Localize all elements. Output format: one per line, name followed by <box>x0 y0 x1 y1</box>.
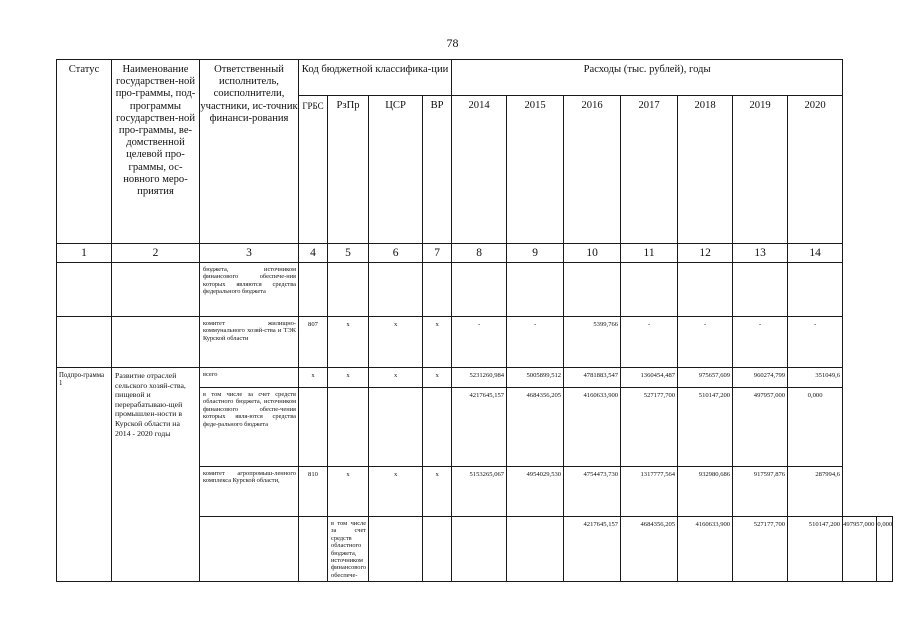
column-number: 9 <box>507 244 564 263</box>
column-number: 13 <box>733 244 788 263</box>
value-cell: - <box>507 317 564 368</box>
table-row <box>57 263 893 317</box>
code-cell: x <box>369 317 423 368</box>
page-number: 78 <box>446 36 459 50</box>
table-row <box>57 317 893 368</box>
executor-cell: в том числе за счет средств областного бюджета, источником финансового обеспе-чения которых явля-ются средства феде-рального бюджета <box>200 388 299 467</box>
executor-cell: всего <box>200 368 299 388</box>
value-cell: 1360454,487 <box>621 368 678 388</box>
code-cell <box>328 388 369 467</box>
status-cell <box>57 317 112 368</box>
value-cell: 4217645,157 <box>564 517 621 582</box>
header-executor: Ответственный исполнитель, соисполнители, участники, ис-точник финанси-рования <box>200 60 299 244</box>
executor-cell: комитет жилищно-коммунального хозяй-ства и ТЭК Курской области <box>200 317 299 368</box>
value-cell: 510147,200 <box>788 517 843 582</box>
value-cell: 497957,000 <box>733 388 788 467</box>
value-cell: 5231260,984 <box>452 368 507 388</box>
code-cell: 807 <box>299 317 328 368</box>
value-cell <box>788 263 843 317</box>
header-year: 2014 <box>452 96 507 244</box>
code-cell <box>423 517 452 582</box>
code-cell: x <box>423 368 452 388</box>
value-cell <box>678 263 733 317</box>
column-number: 14 <box>788 244 843 263</box>
code-cell <box>423 388 452 467</box>
value-cell: 0,000 <box>788 388 843 467</box>
column-number: 7 <box>423 244 452 263</box>
code-cell <box>507 517 564 582</box>
header-budget-code: Код бюджетной классифика-ции <box>299 60 452 96</box>
code-cell: x <box>369 467 423 517</box>
value-cell: 351049,6 <box>788 368 843 388</box>
column-number: 10 <box>564 244 621 263</box>
value-cell: 497957,000 <box>843 517 877 582</box>
value-cell: - <box>621 317 678 368</box>
header-code-grbs: ГРБС <box>299 96 328 244</box>
code-cell <box>328 263 369 317</box>
value-cell: - <box>452 317 507 368</box>
value-cell: 4781883,547 <box>564 368 621 388</box>
header-status: Статус <box>57 60 112 244</box>
value-cell: 1317777,564 <box>621 467 678 517</box>
value-cell: 917597,876 <box>733 467 788 517</box>
value-cell: - <box>733 317 788 368</box>
value-cell: 4160633,900 <box>564 388 621 467</box>
value-cell: 510147,200 <box>678 388 733 467</box>
value-cell: 4684356,205 <box>621 517 678 582</box>
value-cell: 975657,609 <box>678 368 733 388</box>
name-cell <box>299 517 328 582</box>
value-cell <box>564 263 621 317</box>
code-cell: x <box>328 467 369 517</box>
value-cell: 4954029,530 <box>507 467 564 517</box>
column-numbers-row <box>57 244 893 263</box>
value-cell: 932980,686 <box>678 467 733 517</box>
header-year: 2015 <box>507 96 564 244</box>
value-cell: 4217645,157 <box>452 388 507 467</box>
value-cell: 4754473,730 <box>564 467 621 517</box>
value-cell: 527177,700 <box>621 388 678 467</box>
code-cell: x <box>328 368 369 388</box>
value-cell: 4684356,205 <box>507 388 564 467</box>
budget-table <box>56 59 893 582</box>
column-number: 2 <box>112 244 200 263</box>
code-cell <box>299 388 328 467</box>
header-year: 2019 <box>733 96 788 244</box>
value-cell <box>452 263 507 317</box>
column-number: 8 <box>452 244 507 263</box>
column-number: 3 <box>200 244 299 263</box>
header-code-rzpr: РзПр <box>328 96 369 244</box>
column-number: 4 <box>299 244 328 263</box>
column-number: 11 <box>621 244 678 263</box>
code-cell: x <box>369 368 423 388</box>
status-cell: Подпро-грамма 1 <box>57 368 112 582</box>
header-expenses: Расходы (тыс. рублей), годы <box>452 60 843 96</box>
code-cell <box>299 263 328 317</box>
executor-cell: комитет агропромыш-ленного комплекса Курской области, <box>200 467 299 517</box>
code-cell <box>452 517 507 582</box>
value-cell: 5399,766 <box>564 317 621 368</box>
value-cell: - <box>678 317 733 368</box>
status-cell <box>200 517 299 582</box>
table-row <box>57 368 893 388</box>
code-cell: 810 <box>299 467 328 517</box>
code-cell: x <box>299 368 328 388</box>
header-year: 2020 <box>788 96 843 244</box>
code-cell: x <box>328 317 369 368</box>
value-cell <box>733 263 788 317</box>
header-year: 2016 <box>564 96 621 244</box>
code-cell <box>369 517 423 582</box>
code-cell: x <box>423 317 452 368</box>
code-cell <box>423 263 452 317</box>
code-cell <box>369 388 423 467</box>
status-cell <box>57 263 112 317</box>
value-cell: - <box>788 317 843 368</box>
value-cell: 5153265,067 <box>452 467 507 517</box>
value-cell <box>621 263 678 317</box>
value-cell <box>507 263 564 317</box>
value-cell: 287994,6 <box>788 467 843 517</box>
value-cell: 960274,799 <box>733 368 788 388</box>
name-cell <box>112 263 200 317</box>
header-year: 2018 <box>678 96 733 244</box>
header-code-csr: ЦСР <box>369 96 423 244</box>
header-code-vr: ВР <box>423 96 452 244</box>
executor-cell: в том числе за счет средств областного бюджета, источником финансового обеспече- <box>328 517 369 582</box>
name-cell <box>112 317 200 368</box>
column-number: 1 <box>57 244 112 263</box>
header-row-1 <box>57 60 893 96</box>
column-number: 5 <box>328 244 369 263</box>
value-cell: 4160633,900 <box>678 517 733 582</box>
name-cell: Развитие отраслей сельского хозяй-ства, пищевой и перерабатываю-щей промышлен-ности в Курской области на 2014 - 2020 годы <box>112 368 200 582</box>
code-cell: x <box>423 467 452 517</box>
value-cell: 527177,700 <box>733 517 788 582</box>
header-year: 2017 <box>621 96 678 244</box>
value-cell: 0,000 <box>877 517 893 582</box>
code-cell <box>369 263 423 317</box>
header-name: Наименование государствен-ной про-граммы, под-программы государствен-ной про-граммы, ве-домственной целевой про-граммы, ос-новного меро-приятия <box>112 60 200 244</box>
value-cell: 5005899,512 <box>507 368 564 388</box>
executor-cell: бюджета, источником финансового обеспече-ния которых являются средства федерального бюджета <box>200 263 299 317</box>
column-number: 6 <box>369 244 423 263</box>
column-number: 12 <box>678 244 733 263</box>
